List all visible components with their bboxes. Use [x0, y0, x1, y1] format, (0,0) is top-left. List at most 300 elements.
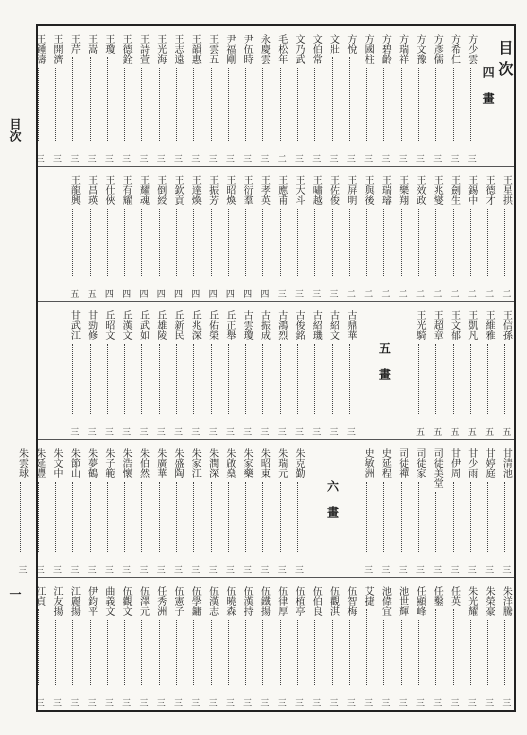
entry-page: 三	[275, 565, 286, 574]
entry-page: 三	[431, 154, 442, 163]
entry-name: 王德才	[483, 175, 495, 205]
dot-leader	[504, 482, 505, 553]
index-entry	[255, 578, 271, 710]
index-entry	[65, 440, 81, 577]
entry-name: 史敏洲	[362, 448, 374, 478]
dot-leader	[141, 344, 142, 415]
dot-leader	[383, 620, 384, 686]
entry-name: 王信孫	[500, 310, 512, 340]
entry-page: 二	[500, 289, 511, 298]
dot-leader	[383, 209, 384, 277]
entry-name: 池偉宜	[379, 586, 391, 616]
dot-leader	[262, 68, 263, 142]
index-entry	[446, 578, 462, 710]
dot-leader	[332, 209, 333, 277]
index-entry	[290, 167, 306, 301]
entry-name: 甘武江	[68, 310, 80, 340]
dot-leader	[401, 68, 402, 142]
entry-page: 四	[137, 289, 148, 298]
entry-name: 朱廣華	[154, 448, 166, 478]
dot-leader	[193, 482, 194, 553]
dot-leader	[20, 482, 21, 553]
entry-page: 二	[483, 289, 494, 298]
entry-page: 五	[500, 427, 511, 436]
entry-name: 朱瑞元	[275, 448, 287, 478]
dot-leader	[245, 68, 246, 142]
index-entry	[100, 26, 116, 166]
entry-page: 三	[379, 154, 390, 163]
stroke-text: 五畫	[377, 342, 392, 394]
index-band	[33, 577, 514, 710]
dot-leader	[349, 344, 350, 415]
entry-page: 三	[275, 427, 286, 436]
entry-name: 任英	[448, 586, 460, 606]
entry-name: 方碧齡	[379, 34, 391, 64]
entry-name: 王龍興	[68, 175, 80, 205]
stroke-count-label	[376, 302, 392, 439]
entry-name: 王應甫	[275, 175, 287, 205]
dot-leader	[418, 209, 419, 277]
dot-leader	[349, 209, 350, 277]
dot-leader	[314, 620, 315, 686]
entry-page: 三	[223, 698, 234, 707]
index-entry	[290, 302, 306, 439]
index-entry	[290, 578, 306, 710]
dot-leader	[72, 482, 73, 553]
dot-leader	[159, 209, 160, 277]
entry-page: 三	[120, 698, 131, 707]
entry-page: 三	[413, 154, 424, 163]
dot-leader	[314, 68, 315, 142]
entry-name: 江貞	[33, 586, 45, 606]
entry-page: 三	[137, 427, 148, 436]
dot-leader	[141, 68, 142, 142]
entry-page: 三	[483, 565, 494, 574]
entry-name: 王維雅	[483, 310, 495, 340]
index-entry	[169, 440, 185, 577]
dot-leader	[487, 482, 488, 553]
entry-page: 二	[448, 289, 459, 298]
index-entry	[65, 302, 81, 439]
entry-page: 五	[483, 427, 494, 436]
index-entry	[83, 302, 99, 439]
dot-leader	[141, 482, 142, 553]
dot-leader	[453, 209, 454, 277]
entry-name: 朱子範	[102, 448, 114, 478]
index-band	[38, 301, 514, 439]
entry-name: 朱盛陶	[172, 448, 184, 478]
entry-page: 三	[465, 154, 476, 163]
index-entry	[463, 578, 479, 710]
entry-page: 三	[241, 154, 252, 163]
dot-leader	[38, 482, 39, 553]
entry-name: 王孝英	[258, 175, 270, 205]
entry-page: 三	[172, 565, 183, 574]
dot-leader	[55, 68, 56, 142]
margin-title: 目次	[8, 118, 22, 142]
entry-name: 王鍾濤	[33, 34, 45, 64]
entry-page: 三	[413, 565, 424, 574]
dot-leader	[297, 344, 298, 415]
entry-name: 王倒綬	[154, 175, 166, 205]
entry-page: 三	[189, 698, 200, 707]
index-entry	[204, 302, 220, 439]
dot-leader	[280, 209, 281, 277]
entry-page: 三	[154, 427, 165, 436]
dot-leader	[262, 344, 263, 415]
index-entry	[255, 26, 271, 166]
entry-page: 四	[189, 289, 200, 298]
entry-page: 三	[327, 154, 338, 163]
entry-page: 三	[102, 427, 113, 436]
entry-page: 三	[448, 154, 459, 163]
dot-leader	[332, 344, 333, 415]
index-entry	[48, 26, 64, 166]
dot-leader	[280, 482, 281, 553]
dot-leader	[383, 68, 384, 142]
index-entry	[463, 26, 479, 166]
dot-leader	[435, 209, 436, 277]
dot-leader	[90, 209, 91, 277]
entry-page: 三	[465, 565, 476, 574]
index-entry	[186, 440, 202, 577]
blank-column	[359, 302, 375, 439]
section-heading	[497, 26, 513, 166]
entry-page: 三	[172, 427, 183, 436]
entry-name: 古振成	[258, 310, 270, 340]
dot-leader	[90, 57, 91, 141]
entry-page: 三	[85, 565, 96, 574]
index-entry	[342, 302, 358, 439]
index-entry	[428, 26, 444, 166]
dot-leader	[280, 68, 281, 142]
entry-page: 三	[172, 698, 183, 707]
entry-name: 方彥儒	[431, 34, 443, 64]
entry-page: 三	[413, 698, 424, 707]
entry-name: 古鴻烈	[275, 310, 287, 340]
entry-name: 朱雲球	[16, 448, 28, 478]
index-entry	[169, 578, 185, 710]
entry-name: 古雲瓊	[241, 310, 253, 340]
entry-page: 三	[327, 698, 338, 707]
entry-page: 三	[396, 698, 407, 707]
index-entry	[204, 167, 220, 301]
entry-page: 四	[206, 289, 217, 298]
dot-leader	[332, 620, 333, 686]
dot-leader	[55, 620, 56, 686]
entry-name: 王與後	[362, 175, 374, 205]
entry-page: 三	[206, 154, 217, 163]
entry-page: 三	[68, 698, 79, 707]
entry-page: 三	[362, 154, 373, 163]
dot-leader	[159, 482, 160, 553]
dot-leader	[245, 620, 246, 686]
entry-name: 王佐俊	[327, 175, 339, 205]
dot-leader	[435, 609, 436, 685]
entry-name: 伍智梅	[344, 586, 356, 616]
entry-name: 王達煥	[189, 175, 201, 205]
entry-page: 二	[431, 289, 442, 298]
dot-leader	[487, 344, 488, 415]
entry-name: 朱榮豪	[483, 586, 495, 616]
entry-page: 三	[51, 154, 62, 163]
entry-page: 三	[379, 565, 390, 574]
entry-name: 王樂翔	[396, 175, 408, 205]
entry-name: 江友揚	[51, 586, 63, 616]
dot-leader	[107, 57, 108, 141]
entry-name: 古俊銘	[292, 310, 304, 340]
index-entry	[376, 440, 392, 577]
dot-leader	[176, 344, 177, 415]
entry-page: 三	[102, 154, 113, 163]
dot-leader	[435, 344, 436, 415]
index-entry	[480, 167, 496, 301]
stroke-text: 四畫	[481, 66, 496, 118]
entry-name: 丘新民	[172, 310, 184, 340]
entry-page: 二	[396, 289, 407, 298]
dot-leader	[262, 620, 263, 686]
entry-name: 朱家江	[189, 448, 201, 478]
index-entry	[307, 578, 323, 710]
entry-name: 王衍羣	[241, 175, 253, 205]
dot-leader	[211, 620, 212, 686]
entry-name: 文壯	[327, 34, 339, 54]
entry-name: 朱延豐	[33, 448, 45, 478]
entry-page: 三	[327, 427, 338, 436]
entry-name: 古鼎華	[344, 310, 356, 340]
entry-name: 伍憲子	[172, 586, 184, 616]
entry-name: 王凱凡	[465, 310, 477, 340]
index-entry	[463, 302, 479, 439]
entry-name: 王昌瑛	[85, 175, 97, 205]
entry-name: 伍觀文	[120, 586, 132, 616]
entry-page: 三	[344, 698, 355, 707]
index-entry	[238, 440, 254, 577]
index-entry	[169, 302, 185, 439]
entry-page: 三	[500, 565, 511, 574]
index-entry	[342, 167, 358, 301]
entry-name: 任秀洲	[154, 586, 166, 616]
index-entry	[463, 440, 479, 577]
entry-name: 丘雄陵	[154, 310, 166, 340]
dot-leader	[401, 482, 402, 553]
index-entry	[480, 302, 496, 439]
dot-leader	[228, 620, 229, 686]
index-entry	[117, 26, 133, 166]
dot-leader	[262, 209, 263, 277]
dot-leader	[349, 620, 350, 686]
entry-page: 五	[68, 289, 79, 298]
index-entry	[307, 167, 323, 301]
entry-page: 三	[310, 427, 321, 436]
entry-name: 王瑞璿	[379, 175, 391, 205]
entry-name: 方希仁	[448, 34, 460, 64]
dot-leader	[487, 209, 488, 277]
entry-name: 史延程	[379, 448, 391, 478]
index-entry	[428, 578, 444, 710]
entry-name: 文伯常	[310, 34, 322, 64]
entry-name: 王德銓	[120, 34, 132, 64]
entry-name: 王屏明	[344, 175, 356, 205]
entry-name: 伍觀淇	[327, 586, 339, 616]
entry-page: 三	[154, 565, 165, 574]
dot-leader	[176, 482, 177, 553]
entry-name: 王志遠	[172, 34, 184, 64]
entry-name: 王欽貢	[172, 175, 184, 205]
entry-name: 尹福剛	[223, 34, 235, 64]
index-entry	[394, 578, 410, 710]
dot-leader	[124, 68, 125, 142]
entry-page: 五	[465, 427, 476, 436]
dot-leader	[107, 482, 108, 553]
entry-page: 三	[206, 565, 217, 574]
index-entry	[428, 167, 444, 301]
index-entry	[83, 578, 99, 710]
index-entry	[273, 578, 289, 710]
entry-page: 二	[275, 154, 286, 163]
dot-leader	[159, 344, 160, 415]
entry-page: 三	[85, 427, 96, 436]
dot-leader	[366, 482, 367, 553]
dot-leader	[297, 482, 298, 553]
index-entry	[134, 302, 150, 439]
entry-name: 丘昭文	[102, 310, 114, 340]
index-entry	[83, 440, 99, 577]
index-entry	[117, 302, 133, 439]
entry-page: 三	[258, 698, 269, 707]
index-entry	[83, 26, 99, 166]
entry-name: 方瑞祥	[396, 34, 408, 64]
entry-page: 二	[465, 289, 476, 298]
entry-name: 古紹璣	[310, 310, 322, 340]
margin-page-number: 一	[8, 588, 22, 600]
dot-leader	[504, 620, 505, 686]
dot-leader	[280, 620, 281, 686]
index-entry	[134, 167, 150, 301]
index-entry	[134, 26, 150, 166]
entry-page: 三	[120, 154, 131, 163]
entry-page: 三	[189, 154, 200, 163]
entry-name: 方文豫	[413, 34, 425, 64]
entry-name: 王光海	[154, 34, 166, 64]
dot-leader	[435, 492, 436, 552]
entry-page: 三	[292, 565, 303, 574]
entry-page: 三	[102, 698, 113, 707]
entry-page: 三	[362, 565, 373, 574]
index-frame	[16, 24, 516, 712]
dot-leader	[211, 482, 212, 553]
index-entry	[117, 578, 133, 710]
entry-page: 三	[379, 698, 390, 707]
entry-page: 三	[51, 698, 62, 707]
entry-page: 三	[241, 698, 252, 707]
entry-page: 三	[68, 427, 79, 436]
entry-name: 曲義文	[102, 586, 114, 616]
entry-page: 四	[154, 289, 165, 298]
entry-name: 甘少雨	[465, 448, 477, 478]
dot-leader	[193, 68, 194, 142]
entry-page: 三	[362, 698, 373, 707]
dot-leader	[401, 209, 402, 277]
dot-leader	[90, 344, 91, 415]
entry-page: 三	[206, 698, 217, 707]
dot-leader	[176, 620, 177, 686]
index-band	[16, 439, 514, 577]
dot-leader	[228, 482, 229, 553]
index-band	[33, 26, 515, 166]
dot-leader	[418, 482, 419, 553]
entry-page: 三	[344, 154, 355, 163]
entry-page: 三	[223, 154, 234, 163]
dot-leader	[211, 209, 212, 277]
entry-page: 三	[292, 289, 303, 298]
entry-page: 三	[16, 565, 27, 574]
index-entry	[273, 26, 289, 166]
index-entry	[186, 302, 202, 439]
index-entry	[359, 26, 375, 166]
dot-leader	[211, 68, 212, 142]
entry-page: 三	[33, 698, 44, 707]
entry-name: 王兆燮	[431, 175, 443, 205]
stroke-text: 六畫	[325, 480, 340, 532]
entry-name: 朱光耀	[465, 586, 477, 616]
entry-name: 伍律厚	[275, 586, 287, 616]
blank-column	[342, 440, 358, 577]
index-entry	[325, 26, 341, 166]
dot-leader	[38, 609, 39, 685]
dot-leader	[124, 620, 125, 686]
entry-page: 三	[465, 698, 476, 707]
dot-leader	[435, 68, 436, 142]
dot-leader	[228, 209, 229, 277]
dot-leader	[470, 209, 471, 277]
entry-name: 王星拱	[500, 175, 512, 205]
index-entry	[31, 440, 47, 577]
entry-page: 五	[85, 289, 96, 298]
dot-leader	[176, 68, 177, 142]
dot-leader	[314, 209, 315, 277]
index-entry	[204, 26, 220, 166]
entry-page: 三	[500, 698, 511, 707]
entry-page: 三	[292, 427, 303, 436]
index-entry	[238, 302, 254, 439]
entry-name: 永慶雲	[258, 34, 270, 64]
entry-page: 三	[483, 698, 494, 707]
entry-page: 三	[154, 698, 165, 707]
index-entry	[376, 578, 392, 710]
entry-name: 王開濟	[51, 34, 63, 64]
entry-page: 三	[241, 427, 252, 436]
dot-leader	[280, 344, 281, 415]
entry-name: 伍鐵揚	[258, 586, 270, 616]
entry-page: 三	[223, 565, 234, 574]
entry-page: 三	[223, 427, 234, 436]
entry-name: 伍植亭	[292, 586, 304, 616]
entry-name: 王光騎	[413, 310, 425, 340]
dot-leader	[159, 68, 160, 142]
index-entry	[359, 578, 375, 710]
index-entry	[48, 440, 64, 577]
index-entry	[480, 440, 496, 577]
index-entry	[342, 26, 358, 166]
index-entry	[325, 167, 341, 301]
dot-leader	[124, 344, 125, 415]
entry-name: 伍澤元	[137, 586, 149, 616]
entry-page: 五	[431, 427, 442, 436]
entry-name: 朱潤深	[206, 448, 218, 478]
entry-name: 朱昭東	[258, 448, 270, 478]
entry-name: 江麗揚	[68, 586, 80, 616]
